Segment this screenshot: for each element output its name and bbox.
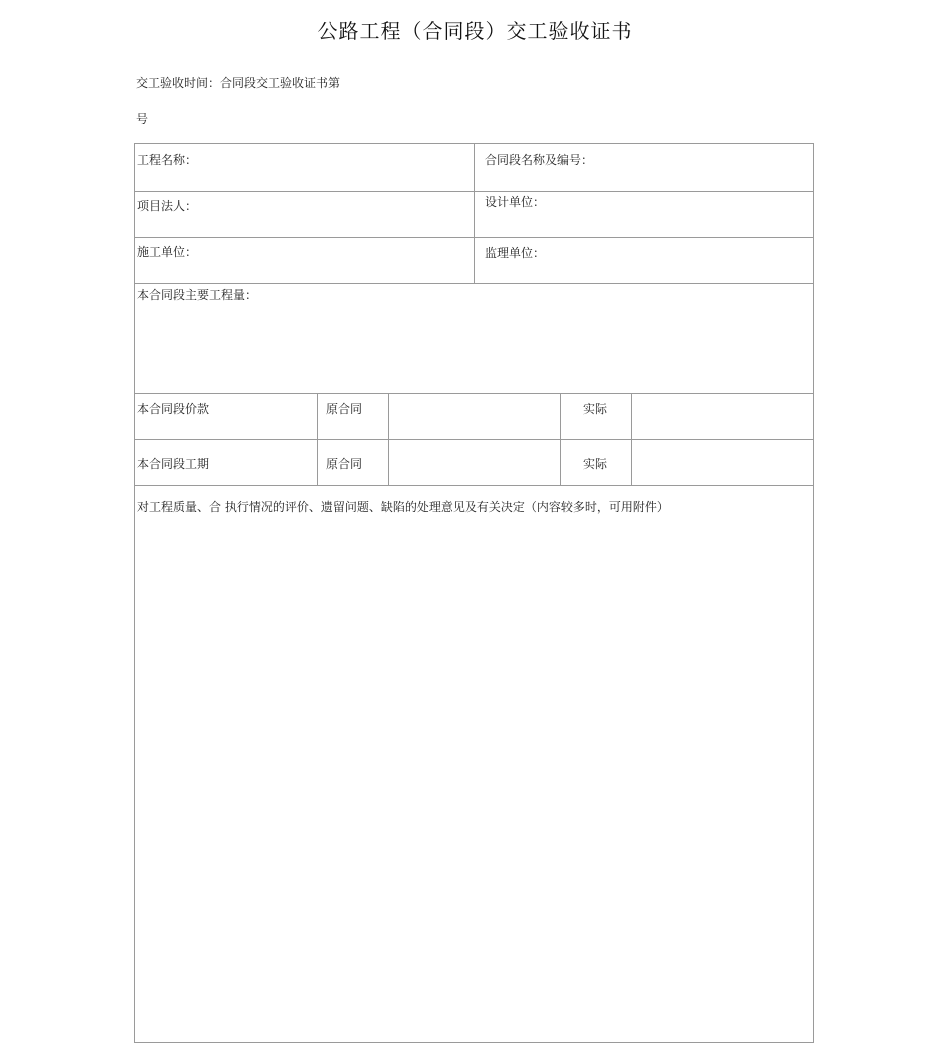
acceptance-form-table [134,143,814,1043]
evaluation-label: 对工程质量、合 执行情况的评价、遗留问题、缺陷的处理意见及有关决定（内容较多时，可用附件） [137,500,669,514]
document-title: 公路工程（合同段）交工验收证书 [317,19,633,43]
certificate-number-suffix: 号 [136,112,149,126]
project-owner-label: 项目法人： [137,199,198,213]
construction-unit-label: 施工单位： [137,245,198,259]
duration-actual-label: 实际 [583,457,608,471]
design-unit-label: 设计单位： [485,195,546,209]
contract-duration-label: 本合同段工期 [137,457,210,471]
row-divider [135,439,813,440]
contract-section-label: 合同段名称及编号： [485,153,594,167]
column-divider [474,144,475,283]
column-divider [560,393,561,485]
main-quantities-label: 本合同段主要工程量： [137,288,258,302]
supervision-unit-label: 监理单位： [485,246,546,260]
price-actual-label: 实际 [583,402,608,416]
contract-price-label: 本合同段价款 [137,402,210,416]
column-divider [631,393,632,485]
duration-original-contract-label: 原合同 [326,457,363,471]
row-divider [135,283,813,284]
price-original-contract-label: 原合同 [326,402,363,416]
column-divider [388,393,389,485]
column-divider [317,393,318,485]
row-divider [135,393,813,394]
acceptance-time-line: 交工验收时间：合同段交工验收证书第 [136,76,341,90]
project-name-label: 工程名称： [137,153,198,167]
row-divider [135,485,813,486]
